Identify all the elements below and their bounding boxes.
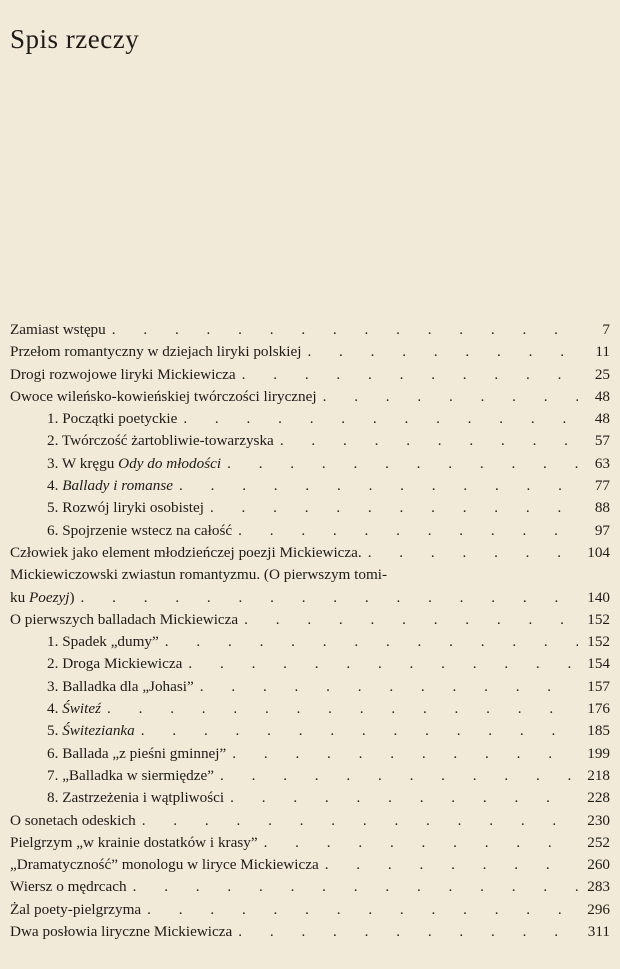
toc-leader-dots bbox=[179, 477, 578, 495]
toc-entry[interactable] bbox=[10, 767, 610, 789]
toc-entry[interactable] bbox=[10, 722, 610, 744]
toc-page-number: 252 bbox=[587, 833, 610, 851]
toc-page-number: 228 bbox=[587, 789, 610, 807]
toc-entry[interactable] bbox=[10, 633, 610, 655]
toc-entry[interactable] bbox=[10, 834, 610, 856]
toc-entry-label: „Dramatyczność” monologu w liryce Mickiewicza bbox=[10, 856, 319, 874]
toc-leader-dots bbox=[264, 834, 578, 852]
toc-entry-label: Przełom romantyczny w dziejach liryki polskiej bbox=[10, 343, 302, 361]
toc-entry-label: 4. Świteź bbox=[47, 700, 102, 718]
toc-entry-label: 1. Początki poetyckie bbox=[47, 410, 178, 428]
toc-entry-label: Drogi rozwojowe liryki Mickiewicza bbox=[10, 365, 236, 383]
toc-entry-italic-title: Świtezianka bbox=[62, 722, 135, 740]
toc-entry[interactable] bbox=[10, 856, 610, 878]
toc-entry-label: 3. W kręgu Ody do młodości bbox=[47, 454, 222, 472]
toc-entry[interactable] bbox=[10, 589, 610, 611]
toc-leader-dots bbox=[232, 745, 578, 763]
toc-leader-dots bbox=[220, 767, 578, 785]
toc-entry[interactable] bbox=[10, 366, 610, 388]
toc-entry[interactable] bbox=[10, 678, 610, 700]
toc-entry-label: Zamiast wstępu bbox=[10, 321, 106, 338]
toc-leader-dots bbox=[112, 321, 578, 339]
toc-page-number: 199 bbox=[587, 744, 610, 762]
toc-entry-label: ku Poezyj) bbox=[10, 588, 75, 606]
toc-leader-dots bbox=[230, 789, 578, 807]
toc-page-number: 25 bbox=[594, 365, 610, 383]
toc-page-number: 152 bbox=[587, 633, 610, 651]
toc-entry-label: 6. Spojrzenie wstecz na całość bbox=[47, 521, 233, 539]
toc-entry-label: Mickiewiczowski zwiastun romantyzmu. (O pierwszym tomi- bbox=[10, 566, 388, 584]
toc-page-number: 7 bbox=[602, 321, 610, 338]
toc-page-number: 283 bbox=[587, 878, 610, 896]
toc-entry-label: 5. Świtezianka bbox=[47, 722, 135, 740]
toc-leader-dots bbox=[147, 901, 578, 919]
toc-page-number: 185 bbox=[587, 722, 610, 740]
toc-leader-dots bbox=[244, 611, 578, 629]
toc-entry-label: 8. Zastrzeżenia i wątpliwości bbox=[47, 789, 225, 807]
toc-entry[interactable] bbox=[10, 544, 610, 566]
page-title: Spis rzeczy bbox=[10, 24, 140, 55]
toc-leader-dots bbox=[307, 343, 578, 361]
toc-page-number: 11 bbox=[595, 343, 610, 361]
toc-entry-italic-title: Ody do młodości bbox=[118, 454, 222, 472]
toc-page-number: 63 bbox=[594, 454, 610, 472]
toc-leader-dots bbox=[238, 522, 578, 540]
toc-leader-dots bbox=[368, 544, 578, 562]
toc-entry[interactable] bbox=[10, 812, 610, 834]
toc-entry[interactable] bbox=[10, 522, 610, 544]
toc-leader-dots bbox=[188, 655, 578, 673]
toc-page-number: 140 bbox=[587, 588, 610, 606]
toc-entry[interactable] bbox=[10, 901, 610, 923]
toc-leader-dots bbox=[325, 856, 578, 874]
toc-entry-label: 2. Twórczość żartobliwie-towarzyska bbox=[47, 432, 274, 450]
toc-entry[interactable] bbox=[10, 388, 610, 410]
toc-leader-dots bbox=[81, 589, 578, 607]
toc-page-number: 104 bbox=[587, 543, 610, 561]
toc-leader-dots bbox=[227, 455, 578, 473]
toc-entry[interactable] bbox=[10, 789, 610, 811]
toc-page-number: 48 bbox=[594, 410, 610, 428]
toc-leader-dots bbox=[133, 878, 578, 896]
toc-entry[interactable] bbox=[10, 700, 610, 722]
toc-entry-label: 1. Spadek „dumy” bbox=[47, 633, 159, 651]
toc-entry[interactable] bbox=[10, 410, 610, 432]
toc-leader-dots bbox=[242, 366, 578, 384]
toc-entry[interactable] bbox=[10, 878, 610, 900]
toc-page-number: 57 bbox=[594, 432, 610, 450]
toc-page-number: 77 bbox=[594, 477, 610, 495]
toc-entry-label: 2. Droga Mickiewicza bbox=[47, 655, 183, 673]
toc-page-number: 176 bbox=[587, 700, 610, 718]
toc-entry[interactable] bbox=[10, 611, 610, 633]
toc-leader-dots bbox=[183, 410, 578, 428]
toc-entry-italic-title: Ballady i romanse bbox=[62, 477, 173, 495]
toc-page-number: 311 bbox=[587, 923, 610, 941]
toc-page-number: 48 bbox=[594, 387, 610, 405]
toc-entry[interactable] bbox=[10, 566, 610, 588]
toc-entry-label: Dwa posłowia liryczne Mickiewicza bbox=[10, 923, 233, 941]
toc-page-number: 218 bbox=[587, 766, 610, 784]
toc-entry-label: Żal poety-pielgrzyma bbox=[10, 900, 142, 918]
toc-leader-dots bbox=[323, 388, 578, 406]
toc-leader-dots bbox=[280, 432, 578, 450]
toc-entry-label: O sonetach odeskich bbox=[10, 811, 136, 829]
toc-page-number: 230 bbox=[587, 811, 610, 829]
toc-leader-dots bbox=[200, 678, 578, 696]
toc-entry-label: Owoce wileńsko-kowieńskiej twórczości lirycznej bbox=[10, 387, 317, 405]
toc-entry[interactable] bbox=[10, 745, 610, 767]
table-of-contents bbox=[10, 321, 610, 945]
toc-page-number: 157 bbox=[587, 677, 610, 695]
toc-entry-italic-title: Świteź bbox=[62, 700, 102, 718]
toc-entry-label: Człowiek jako element młodzieńczej poezji Mickiewicza. bbox=[10, 543, 362, 561]
toc-entry-label: Wiersz o mędrcach bbox=[10, 878, 127, 896]
toc-entry[interactable] bbox=[10, 343, 610, 365]
toc-leader-dots bbox=[165, 633, 578, 651]
toc-entry[interactable] bbox=[10, 321, 610, 343]
toc-entry-label: 6. Ballada „z pieśni gminnej” bbox=[47, 744, 227, 762]
toc-leader-dots bbox=[107, 700, 578, 718]
toc-leader-dots bbox=[210, 499, 578, 517]
toc-leader-dots bbox=[141, 722, 578, 740]
toc-entry-italic-title: Poezyj bbox=[28, 588, 70, 606]
toc-entry-label: O pierwszych balladach Mickiewicza bbox=[10, 610, 239, 628]
toc-leader-dots bbox=[142, 812, 578, 830]
toc-page-number: 88 bbox=[594, 499, 610, 517]
toc-entry[interactable] bbox=[10, 655, 610, 677]
toc-page-number: 296 bbox=[587, 900, 610, 918]
toc-entry[interactable] bbox=[10, 923, 610, 945]
toc-page-number: 97 bbox=[594, 521, 610, 539]
toc-entry-label: 4. Ballady i romanse bbox=[47, 477, 173, 495]
toc-entry[interactable] bbox=[10, 432, 610, 454]
toc-entry-label: 5. Rozwój liryki osobistej bbox=[47, 499, 204, 517]
toc-entry[interactable] bbox=[10, 455, 610, 477]
toc-page-number: 260 bbox=[587, 856, 610, 874]
toc-entry[interactable] bbox=[10, 499, 610, 521]
toc-entry-label: 7. „Balladka w siermiędze” bbox=[47, 766, 214, 784]
toc-page-number: 152 bbox=[587, 610, 610, 628]
toc-entry-label: Pielgrzym „w krainie dostatków i krasy” bbox=[10, 833, 258, 851]
toc-entry[interactable] bbox=[10, 477, 610, 499]
toc-leader-dots bbox=[238, 923, 578, 941]
toc-page-number: 154 bbox=[587, 655, 610, 673]
toc-entry-label: 3. Balladka dla „Johasi” bbox=[47, 677, 194, 695]
